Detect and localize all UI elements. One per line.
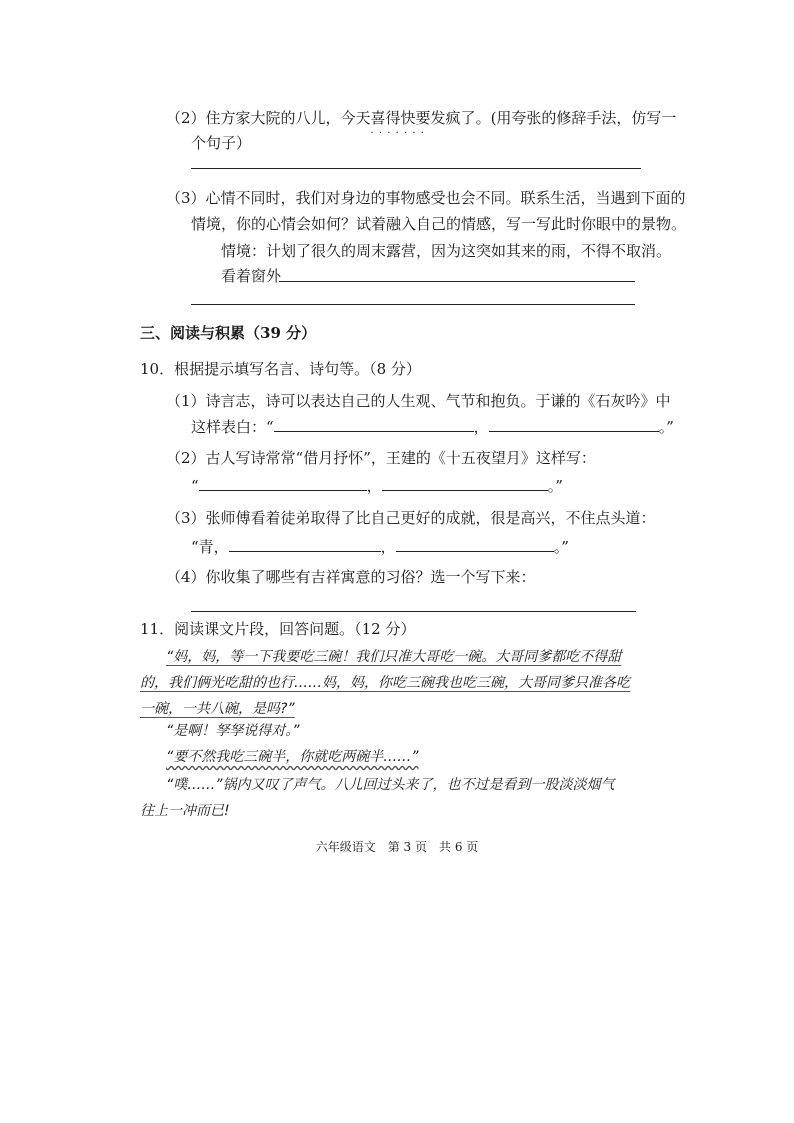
q11-text-line6: “噗……”锅内又叹了声气。八儿回过头来了，也不过是看到一股淡淡烟气	[166, 777, 615, 793]
q10-part3-line1: （3）张师傅看着徒弟取得了比自己更好的成就，很是高兴，不住点头道：	[166, 509, 656, 527]
q10-part1-line1: （1）诗言志，诗可以表达自己的人生观、气节和抱负。于谦的《石灰吟》中	[166, 392, 671, 410]
q10-part3-comma: ，	[380, 538, 396, 556]
q10-part1-comma: ，	[473, 418, 489, 436]
q10-part2-line1: （2）古人写诗常常“借月抒怀”，王建的《十五夜望月》这样写：	[166, 449, 596, 467]
q10-part2-blank-1[interactable]	[199, 475, 367, 491]
q9-part2-text-b: 。(用夸张的修辞手法，仿写一	[475, 109, 677, 127]
page-footer: 六年级语文 第 3 页 共 6 页	[315, 840, 479, 854]
q9-part2-line2: 个句子）	[191, 134, 252, 152]
q10-part4-line1: （4）你收集了哪些有吉祥寓意的习俗？选一个写下来：	[166, 568, 536, 586]
q9-part2-dotted-phrase: 喜得快要发疯了 · · ·	[371, 109, 476, 127]
q11-text-line2	[140, 672, 630, 694]
q9-part3-answer-line2[interactable]	[191, 304, 635, 305]
q9-part3-line1: （3）心情不同时，我们对身边的事物感受也会不同。联系生活，当遇到下面的	[166, 189, 686, 207]
q9-part2-text-a: （2）住方家大院的八儿，今天	[166, 109, 371, 127]
q10-part3-end: 。”	[553, 538, 569, 556]
q10-part1-end: 。”	[658, 418, 674, 436]
q9-part3-window	[221, 265, 281, 287]
q10-part2-end: 。”	[547, 477, 563, 495]
q9-part2-line1	[166, 107, 676, 129]
q10-part4-answer-line[interactable]	[191, 611, 636, 612]
q10-part3-lead: “青，	[191, 538, 229, 556]
q9-part2-answer-line[interactable]	[191, 168, 641, 169]
q10-part3-line2	[191, 536, 569, 558]
q11-text-2: 的，我们俩光吃甜的也行……妈，妈，你吃三碗我也吃三碗，大哥同爹只准各吃	[140, 675, 630, 691]
q11-text-3: 一碗，一共八碗，是吗?”	[140, 701, 295, 717]
q11-text-line7: 往上一冲而已!	[140, 803, 230, 819]
q10-title: 10．根据提示填写名言、诗句等。（8 分）	[140, 360, 421, 378]
q10-part3-blank-1[interactable]	[229, 536, 381, 552]
q11-text-line3	[140, 698, 295, 720]
q11-text-line4: “是啊！孥孥说得对。”	[166, 723, 300, 739]
q10-part2-comma: ，	[366, 477, 382, 495]
q10-part2-open: “	[191, 477, 199, 495]
q9-part3-line2: 情境，你的心情会如何？试着融入自己的情感，写一写此时你眼中的景物。	[191, 215, 687, 233]
q10-part3-blank-2[interactable]	[396, 536, 554, 552]
q10-part1-blank-1[interactable]	[274, 416, 474, 432]
q11-text-1: “妈，妈，等一下我要吃三碗！我们只准大哥吃一碗。大哥同爹都吃不得甜	[166, 649, 622, 665]
q10-part1-line2	[191, 416, 674, 438]
q10-part2-line2	[191, 475, 563, 497]
q10-part1-blank-2[interactable]	[489, 416, 659, 432]
section-3-title: 三、阅读与积累（39 分）	[140, 324, 317, 342]
q9-part3-situation: 情境：计划了很久的周末露营，因为这突如其来的雨，不得不取消。	[221, 242, 672, 260]
q9-part3-window-label: 看着窗外	[221, 267, 282, 285]
q10-part2-blank-2[interactable]	[382, 475, 548, 491]
q11-text-line5	[166, 746, 419, 768]
q11-text-5: “要不然我吃三碗半，你就吃两碗半……”	[166, 749, 419, 765]
q10-part1-lead: 这样表白：“	[191, 418, 274, 436]
q11-text-line1	[166, 646, 621, 668]
q11-title: 11．阅读课文片段，回答问题。（12 分）	[140, 620, 416, 638]
q9-part3-answer-line1[interactable]	[279, 281, 635, 282]
